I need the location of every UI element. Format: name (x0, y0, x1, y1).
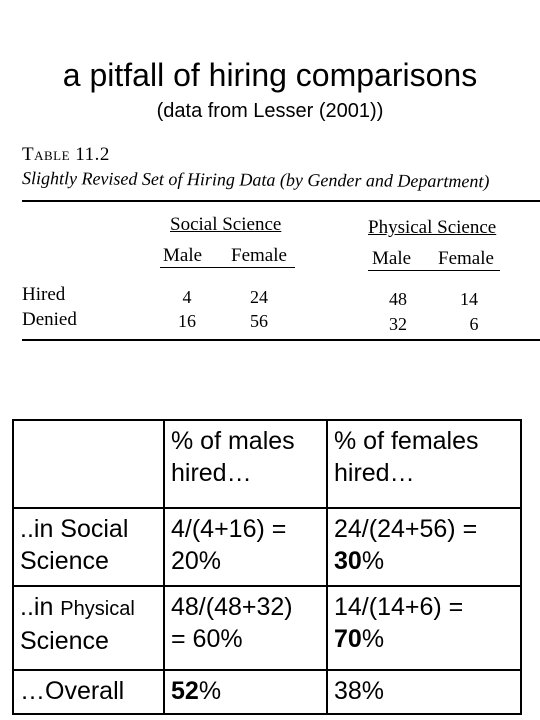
slide-subtitle: (data from Lesser (2001)) (156, 100, 384, 122)
hiring-rate-table (12, 419, 522, 715)
table-row (13, 586, 521, 670)
table-row (13, 508, 521, 586)
cell-overall-male-rate: 52% (164, 670, 327, 714)
cell-denied-male-physical: 32 (389, 314, 407, 334)
cell-denied-male-social: 16 (178, 311, 196, 331)
slide-title: a pitfall of hiring comparisons (62, 57, 478, 93)
header-empty-cell (13, 420, 164, 508)
caption-rule (22, 200, 540, 202)
table-caption: Slightly Revised Set of Hiring Data (by Gender and Department) (21, 168, 490, 192)
table-number: Table 11.2 (22, 144, 110, 165)
subheader-female-social: Female (231, 245, 287, 266)
cell-hired-male-social: 4 (182, 287, 192, 307)
row-label-overall: …Overall (13, 670, 164, 714)
cell-denied-female-social: 56 (250, 311, 268, 331)
group-physical-science: Physical Science (368, 217, 497, 238)
subheader-rule-social (160, 267, 295, 268)
cell-hired-female-social: 24 (250, 287, 268, 307)
subheader-rule-physical (368, 270, 500, 271)
subheader-female-physical: Female (438, 248, 494, 269)
table-row (13, 670, 521, 714)
header-females-hired: % of females hired… (327, 420, 521, 508)
row-label-hired: Hired (22, 284, 66, 305)
cell-hired-male-physical: 48 (389, 289, 407, 309)
subheader-male-social: Male (163, 245, 203, 266)
cell-physical-male-rate: 48/(48+32) = 60% (164, 586, 327, 670)
cell-denied-female-physical: 6 (469, 314, 479, 334)
row-label-denied: Denied (22, 309, 77, 330)
header-males-hired: % of males hired… (164, 420, 327, 508)
cell-physical-female-rate: 14/(14+6) = 70% (327, 586, 521, 670)
row-label-physical-science: ..in Physical Science (13, 586, 164, 670)
group-social-science: Social Science (170, 214, 282, 235)
cell-hired-female-physical: 14 (460, 289, 478, 309)
cell-social-male-rate: 4/(4+16) = 20% (164, 508, 327, 586)
cell-overall-female-rate: 38% (327, 670, 521, 714)
subheader-male-physical: Male (372, 248, 412, 269)
cell-social-female-rate: 24/(24+56) = 30% (327, 508, 521, 586)
row-label-social-science: ..in Social Science (13, 508, 164, 586)
table-row (13, 420, 521, 508)
table-bottom-rule (22, 339, 540, 341)
